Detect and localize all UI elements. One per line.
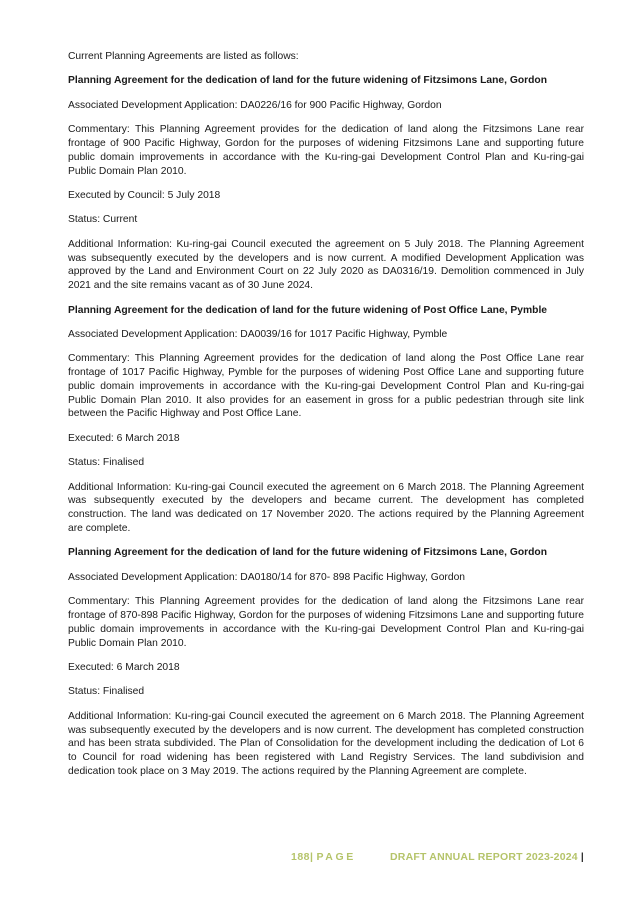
agreement-additional-info: Additional Information: Ku-ring-gai Council executed the agreement on 6 March 2018. The Planning Agreement was subsequently executed by the developers and is now current. The development has completed construction and has been strata subdivided. The Plan of Consolidation for the development including the dedication of Lot 6 to Council for road widening has been registered with Land Registry Services. The land subdivision and dedication took place on 3 May 2019. The actions required by the Planning Agreement are complete. [68,710,584,777]
document-body [68,50,584,789]
agreement-additional-info: Additional Information: Ku-ring-gai Council executed the agreement on 5 July 2018. The Planning Agreement was subsequently executed by the developers and is now current. A modified Development Application was approved by the Land and Environment Court on 22 July 2020 as DA0316/19. Demolition commenced in July 2021 and the site remains vacant as of 30 June 2024. [68,238,584,292]
report-title-text: DRAFT ANNUAL REPORT 2023-2024 [390,851,578,863]
page-label: PAGE [316,851,356,863]
agreement-commentary: Commentary: This Planning Agreement provides for the dedication of land along the Fitzsimons Lane rear frontage of 870-898 Pacific Highway, Gordon for the purposes of widening Fitzsimons Lane and supporting future public domain improvements in accordance with the Ku-ring-gai Development Control Plan and Ku-ring-gai Public Domain Plan 2010. [68,596,584,649]
agreement-executed: Executed: 6 March 2018 [68,662,180,673]
footer-separator: | [310,851,314,863]
agreement-status: Status: Current [68,214,138,226]
footer-end-bar: | [580,851,584,863]
page-indicator [291,851,356,863]
agreement-section [68,74,584,293]
agreement-additional-info: Additional Information: Ku-ring-gai Council executed the agreement on 6 March 2018. The Planning Agreement was subsequently executed by the developers and became current. The development has completed construction. The land was dedicated on 17 November 2020. The actions required by the Planning Agreement are complete. [68,481,584,535]
agreement-executed: Executed by Council: 5 July 2018 [68,189,221,201]
agreement-status: Status: Finalised [68,686,145,698]
agreement-section [68,546,584,778]
agreement-section [68,304,584,536]
agreement-heading: Planning Agreement for the dedication of land for the future widening of Post Office Lane, Pymble [68,304,548,316]
page-number: 188 [291,851,311,863]
agreement-heading: Planning Agreement for the dedication of land for the future widening of Fitzsimons Lane, Gordon [68,75,548,87]
agreement-application: Associated Development Application: DA0039/16 for 1017 Pacific Highway, Pymble [68,328,448,340]
intro-text: Current Planning Agreements are listed as follows: [68,51,299,62]
agreement-heading: Planning Agreement for the dedication of land for the future widening of Fitzsimons Lane, Gordon [68,547,548,559]
report-title [390,851,584,863]
agreement-application: Associated Development Application: DA0226/16 for 900 Pacific Highway, Gordon [68,99,442,111]
agreement-application: Associated Development Application: DA0180/14 for 870- 898 Pacific Highway, Gordon [68,571,466,583]
agreement-executed: Executed: 6 March 2018 [68,432,180,444]
agreement-commentary: Commentary: This Planning Agreement provides for the dedication of land along the Fitzsimons Lane rear frontage of 900 Pacific Highway, Gordon for the purposes of widening Fitzsimons Lane and supporting future public domain improvements in accordance with the Ku-ring-gai Development Control Plan and Ku-ring-gai Public Domain Plan 2010. [68,124,584,177]
agreement-commentary: Commentary: This Planning Agreement provides for the dedication of land along the Post Office Lane rear frontage of 1017 Pacific Highway, Pymble for the purposes of widening Post Office Lane and supporting future public domain improvements in accordance with the Ku-ring-gai Development Control Plan and Ku-ring-gai Public Domain Plan 2010. It also provides for an easement in gross for a public pedestrian through site link between the Pacific Highway and Post Office Lane. [68,353,584,420]
agreement-status: Status: Finalised [68,457,145,469]
page-footer [0,851,637,867]
